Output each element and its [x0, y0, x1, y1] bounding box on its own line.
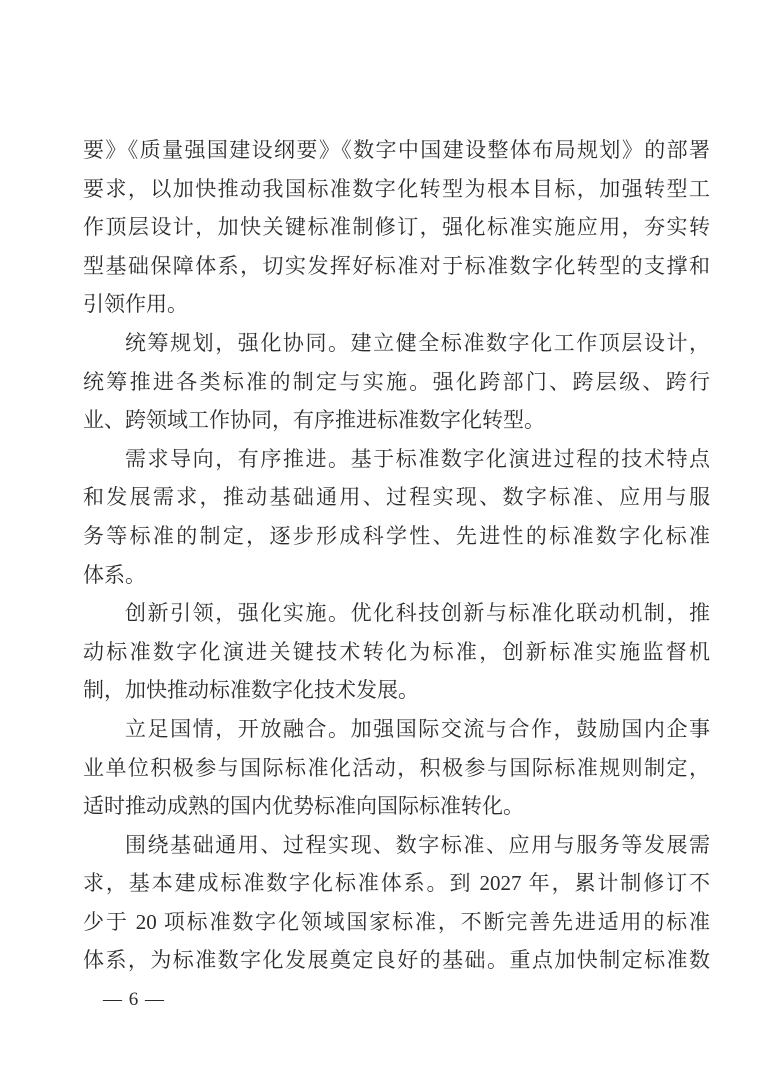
text-line: 统筹推进各类标准的制定与实施。强化跨部门、跨层级、跨行 — [83, 369, 710, 394]
text-line: 体系，为标准数字化发展奠定良好的基础。重点加快制定标准数 — [83, 948, 710, 973]
text-line: 体系。 — [83, 562, 146, 587]
text-line: 围绕基础通用、过程实现、数字标准、应用与服务等发展需 — [125, 832, 710, 857]
text-line: 适时推动成熟的国内优势标准向国际标准转化。 — [83, 794, 524, 819]
text-line: 统筹规划，强化协同。建立健全标准数字化工作顶层设计， — [125, 330, 710, 355]
text-line: 要求，以加快推动我国标准数字化转型为根本目标，加强转型工 — [83, 176, 710, 201]
text-line: 制，加快推动标准数字化技术发展。 — [83, 678, 419, 703]
paragraph-1 — [83, 131, 710, 324]
text-line: 作顶层设计，加快关键标准制修订，强化标准实施应用，夯实转 — [83, 215, 710, 240]
text-line: 需求导向，有序推进。基于标准数字化演进过程的技术特点 — [125, 446, 710, 471]
page-number: — 6 — — [103, 989, 165, 1010]
text-line: 创新引领，强化实施。优化科技创新与标准化联动机制，推 — [125, 601, 710, 626]
paragraph-6 — [83, 826, 710, 980]
text-line: 型基础保障体系，切实发挥好标准对于标准数字化转型的支撑和 — [83, 253, 710, 278]
text-line: 求，基本建成标准数字化标准体系。到 2027 年，累计制修订不 — [83, 871, 710, 896]
text-line: 业单位积极参与国际标准化活动，积极参与国际标准规则制定， — [83, 755, 710, 780]
body-text — [83, 131, 710, 980]
text-line: 业、跨领域工作协同，有序推进标准数字化转型。 — [83, 408, 545, 433]
text-line: 引领作用。 — [83, 292, 188, 317]
paragraph-2 — [83, 324, 710, 440]
text-line: 务等标准的制定，逐步形成科学性、先进性的标准数字化标准 — [83, 523, 710, 548]
paragraph-4 — [83, 594, 710, 710]
text-line: 和发展需求，推动基础通用、过程实现、数字标准、应用与服 — [83, 485, 710, 510]
text-line: 少于 20 项标准数字化领域国家标准，不断完善先进适用的标准 — [83, 909, 710, 934]
text-line: 立足国情，开放融合。加强国际交流与合作，鼓励国内企事 — [125, 716, 710, 741]
text-line: 动标准数字化演进关键技术转化为标准，创新标准实施监督机 — [83, 639, 710, 664]
text-line: 要》《质量强国建设纲要》《数字中国建设整体布局规划》的部署 — [83, 138, 710, 162]
paragraph-5 — [83, 710, 710, 826]
paragraph-3 — [83, 440, 710, 594]
